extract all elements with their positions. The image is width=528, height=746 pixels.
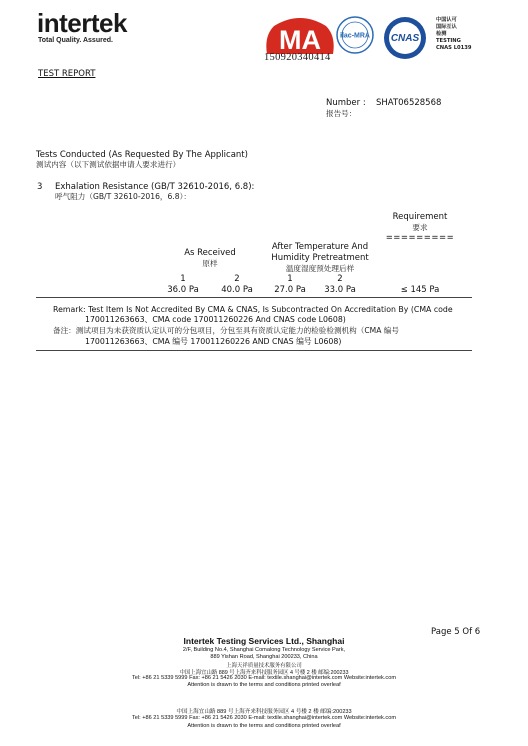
result-value: 27.0 Pa	[274, 285, 306, 295]
result-value: 33.0 Pa	[324, 285, 356, 295]
section-heading-cn: 测试内容（以下测试依据申请人要求进行）	[36, 160, 181, 169]
cnas-caption-line: TESTING	[436, 38, 461, 44]
col-number: 1	[287, 274, 293, 284]
col-number: 2	[337, 274, 343, 284]
after-treatment-label-1: After Temperature And	[271, 242, 369, 252]
table-divider	[36, 297, 472, 298]
after-treatment-label-cn: 温度湿度预处理后样	[285, 264, 355, 273]
footer-bottom-note: Attention is drawn to the terms and conditions printed overleaf	[187, 723, 341, 729]
ilac-mra-logo	[336, 16, 374, 54]
requirement-value: ≤ 145 Pa	[400, 285, 440, 295]
cnas-caption-line: 国际互认	[436, 24, 457, 30]
col-number: 2	[234, 274, 240, 284]
requirement-separator: =========	[385, 233, 455, 243]
result-value: 40.0 Pa	[221, 285, 253, 295]
cnas-logo-text: CNAS	[390, 33, 420, 44]
remark-line: 170011263663、CMA code 170011260226 And CNAS code L0608)	[85, 315, 346, 324]
footer-address-cn: 中国上海宜山路 889 号上海齐来科技服务园区 4 号楼 2 楼 邮编:200233	[179, 670, 349, 676]
item-title-cn: 呼气阻力（GB/T 32610-2016，6.8）：	[55, 192, 191, 201]
as-received-label-cn: 原样	[202, 259, 218, 268]
remark-line-cn: 170011263663、CMA 编号 170011260226 AND CNAS 编号 L0608)	[85, 337, 342, 346]
footer-note: Attention is drawn to the terms and conditions printed overleaf	[187, 682, 341, 688]
page-number: Page 5 Of 6	[431, 627, 481, 637]
cma-number: 150920340414	[264, 52, 331, 63]
cma-logo-text: MA	[279, 25, 321, 55]
remark-divider	[36, 350, 472, 351]
footer-contact: Tel: +86 21 5339 5999 Fax: +86 21 5426 2030 E-mail: textile.shanghai@intertek.com Website:intertek.com	[132, 675, 396, 681]
as-received-label: As Received	[184, 248, 236, 258]
remark-line: Remark: Test Item Is Not Accredited By CMA & CNAS, Is Subcontracted On Accreditation By (CMA code	[53, 305, 453, 314]
cnas-caption-line: 中国认可	[436, 17, 457, 23]
cma-logo	[264, 16, 336, 56]
after-treatment-label-2: Humidity Pretreatment	[271, 253, 369, 263]
section-heading: Tests Conducted (As Requested By The Applicant)	[36, 150, 248, 160]
footer-address-cn: 上海天祥质量技术服务有限公司	[226, 663, 302, 669]
intertek-logo: intertek	[37, 8, 127, 38]
cnas-caption-line: CNAS L0139	[436, 45, 472, 51]
footer-bottom-address: 中国上海宜山路 889 号上海齐来科技服务园区 4 号楼 2 楼 邮编:200233	[176, 709, 352, 715]
cnas-caption-line: 检测	[436, 31, 447, 37]
cnas-caption	[436, 17, 471, 52]
remark-line-cn: 备注：测试项目为未获资质认定认可的分包项目，分包至具有资质认定能力的检验检测机构（CMA 编号	[53, 326, 399, 335]
item-title: Exhalation Resistance (GB/T 32610-2016, 6.8):	[55, 182, 255, 192]
footer-address: 889 Yishan Road, Shanghai 200233, China	[210, 654, 318, 660]
report-number-label-cn: 报告号：	[326, 109, 357, 118]
requirement-label: Requirement	[392, 212, 448, 222]
footer-bottom-contact: Tel: +86 21 5339 5999 Fax: +86 21 5426 2030 E-mail: textile.shanghai@intertek.com Website:intertek.com	[132, 715, 396, 721]
cnas-logo	[383, 16, 427, 60]
result-value: 36.0 Pa	[167, 285, 199, 295]
footer-company: Intertek Testing Services Ltd., Shanghai	[183, 636, 345, 646]
footer-address: 2/F, Building No.4, Shanghai Comalong Technology Service Park,	[182, 647, 346, 653]
col-number: 1	[180, 274, 186, 284]
logo-tagline: Total Quality. Assured.	[38, 37, 113, 44]
report-number-value: SHAT06528568	[376, 98, 442, 108]
item-number: 3	[37, 182, 43, 192]
requirement-label-cn: 要求	[412, 223, 428, 232]
report-number-label: Number :	[326, 98, 366, 108]
ilac-logo-text: ilac-MRA	[340, 32, 370, 40]
report-title: TEST REPORT	[38, 69, 96, 79]
